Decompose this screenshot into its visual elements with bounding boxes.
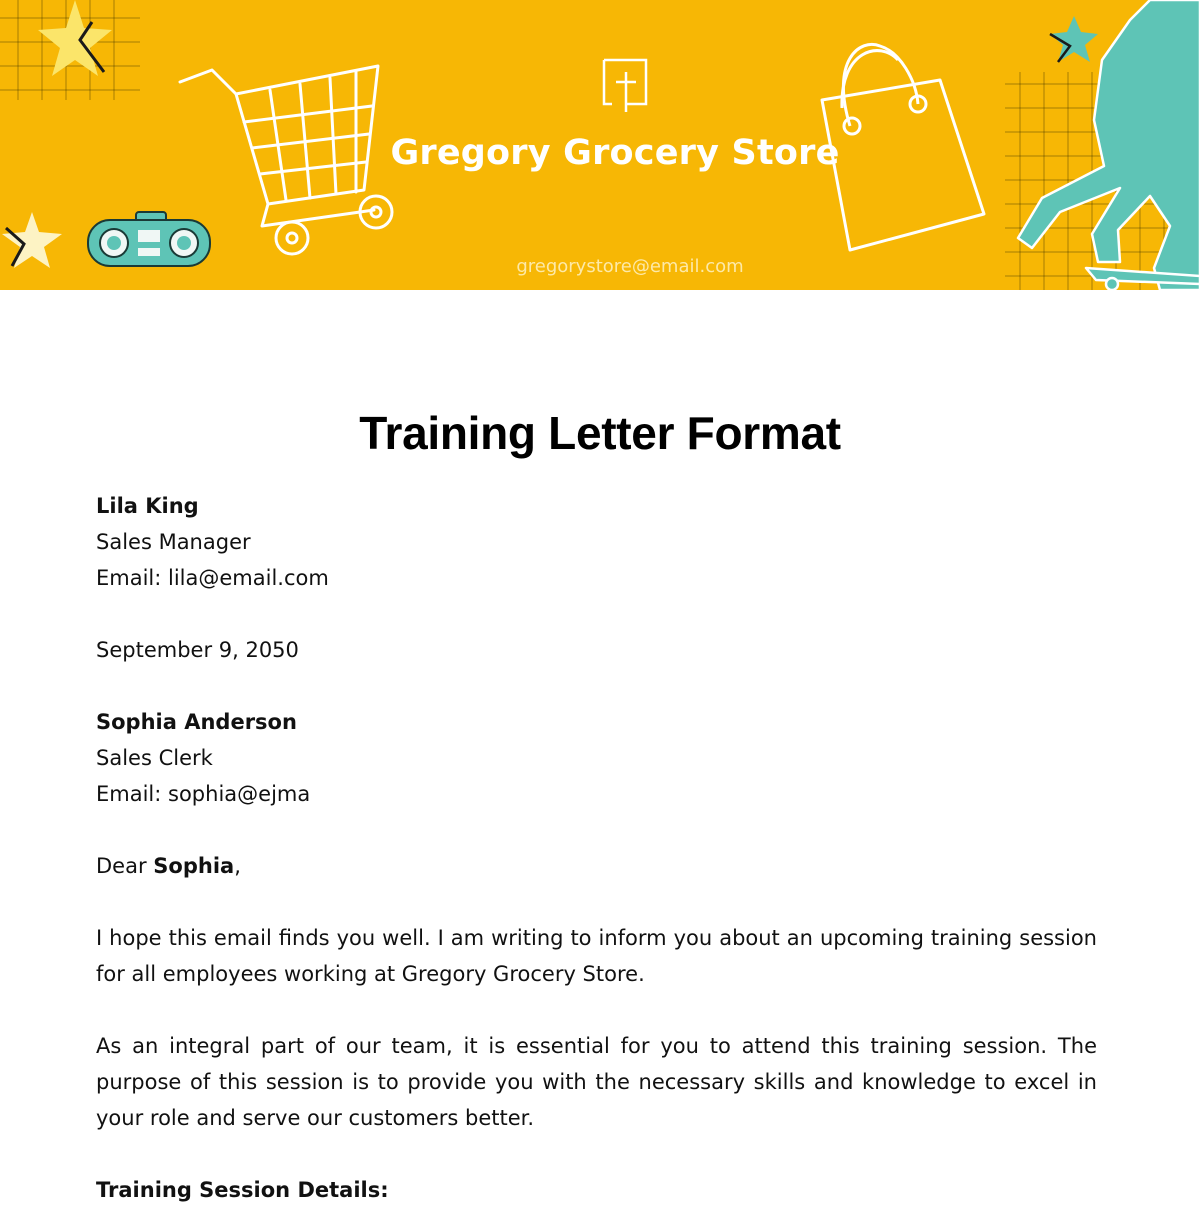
document-title: Training Letter Format (359, 407, 841, 459)
star-icon-right (1050, 16, 1098, 62)
header-banner (0, 0, 1200, 290)
sender-email: Email: lila@email.com (96, 566, 329, 590)
body-paragraph-2: As an integral part of our team, it is essential for you to attend this training session. The purpose of this session is to provide you with the necessary skills and knowledge to excel in your role and serve our customers better. (96, 1034, 1097, 1130)
store-email: gregorystore@email.com (516, 256, 744, 277)
door-icon (604, 60, 646, 112)
letter-date: September 9, 2050 (96, 638, 299, 662)
recipient-email: Email: sophia@ejma (96, 782, 311, 806)
salutation (96, 848, 241, 884)
star-icon-topleft (38, 0, 112, 76)
body-paragraph-1: I hope this email finds you well. I am writing to inform you about an upcoming training session for all employees working at Gregory Grocery Store. (96, 926, 1097, 986)
recipient-name: Sophia Anderson (96, 710, 297, 734)
sender-name: Lila King (96, 494, 199, 518)
sender-position: Sales Manager (96, 530, 251, 554)
section-heading: Training Session Details: (96, 1178, 389, 1202)
salutation-suffix: , (234, 854, 241, 878)
recipient-position: Sales Clerk (96, 746, 213, 770)
store-name: Gregory Grocery Store (390, 133, 840, 173)
salutation-name: Sophia (153, 854, 235, 878)
salutation-prefix: Dear (96, 854, 154, 878)
